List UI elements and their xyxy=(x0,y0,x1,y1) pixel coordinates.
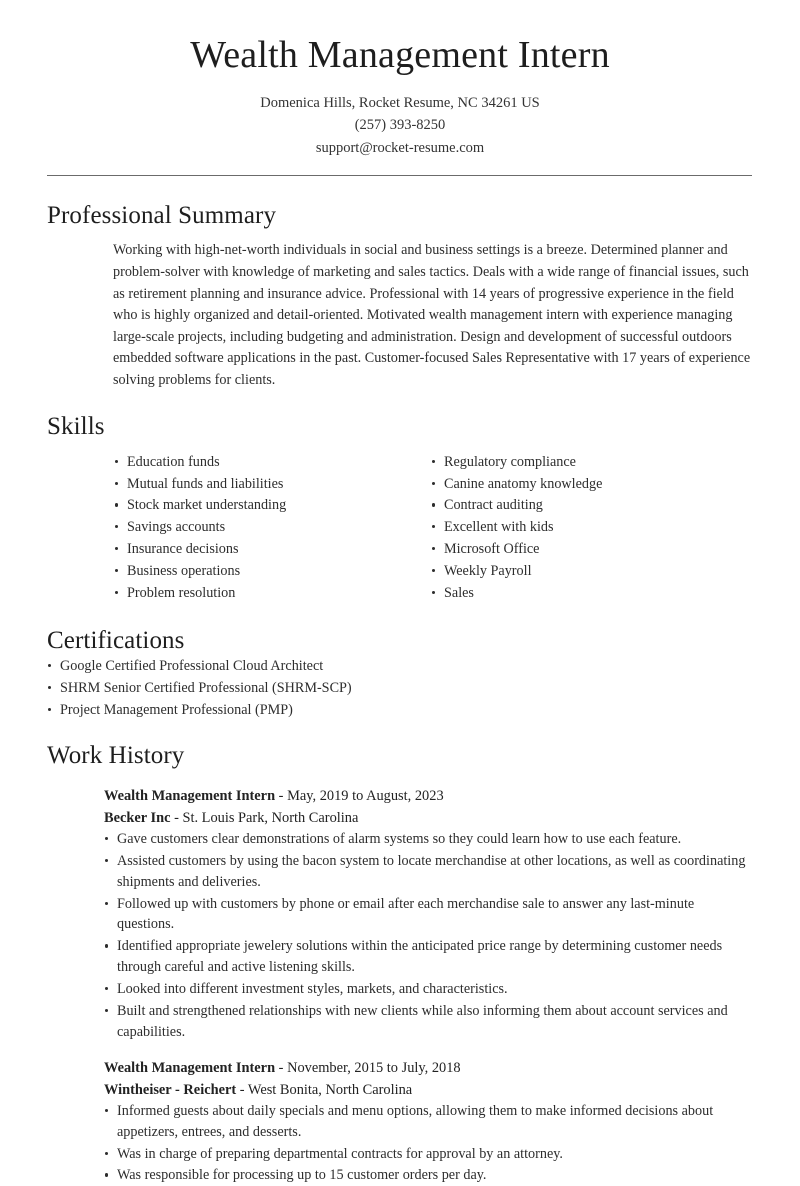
page-title: Wealth Management Intern xyxy=(190,34,610,76)
job-company: Becker Inc xyxy=(104,809,171,826)
skills-list-right xyxy=(431,452,602,604)
job-title: Wealth Management Intern xyxy=(104,787,276,804)
list-item: Looked into different investment styles, markets, and characteristics. xyxy=(104,979,752,1000)
list-item: Education funds xyxy=(114,452,431,473)
list-item: Informed guests about daily specials and menu options, allowing them to make informed decisions about appetizers, entrees, and desserts. xyxy=(104,1101,752,1143)
list-item: Canine anatomy knowledge xyxy=(431,474,602,495)
contact-address: Domenica Hills, Rocket Resume, NC 34261 US xyxy=(260,94,540,111)
job-title: Wealth Management Intern xyxy=(104,1059,276,1076)
list-item: Was in charge of preparing departmental contracts for approval by an attorney. xyxy=(104,1144,752,1165)
list-item: Regulatory compliance xyxy=(431,452,602,473)
list-item: Savings accounts xyxy=(114,517,431,538)
list-item: Project Management Professional (PMP) xyxy=(47,700,752,721)
job-bullets-list xyxy=(104,1101,752,1186)
list-item: Weekly Payroll xyxy=(431,561,602,582)
section-heading-work-history: Work History xyxy=(47,741,185,769)
list-item: SHRM Senior Certified Professional (SHRM-SCP) xyxy=(47,678,752,699)
job-dates: - November, 2015 to July, 2018 xyxy=(275,1059,461,1076)
list-item: Sales xyxy=(431,583,602,604)
section-professional-summary xyxy=(0,200,800,391)
list-item: Contract auditing xyxy=(431,495,602,516)
section-certifications xyxy=(0,625,800,721)
work-history-entry xyxy=(47,785,752,1043)
job-company-line xyxy=(104,1079,752,1101)
list-item: Assisted customers by using the bacon system to locate merchandise at other locations, as well as coordinating shipments and deliveries. xyxy=(104,851,752,893)
list-item: Excellent with kids xyxy=(431,517,602,538)
contact-phone: (257) 393-8250 xyxy=(354,117,446,134)
job-company-line xyxy=(104,807,752,829)
skills-grid xyxy=(47,452,752,605)
section-heading-skills: Skills xyxy=(47,413,105,441)
header-divider xyxy=(47,175,752,176)
section-heading-certifications: Certifications xyxy=(47,626,185,654)
list-item: Google Certified Professional Cloud Architect xyxy=(47,656,752,677)
job-title-line xyxy=(104,1057,752,1079)
job-bullets-list xyxy=(104,829,752,1043)
list-item: Was responsible for processing up to 15 customer orders per day. xyxy=(104,1165,752,1186)
section-skills xyxy=(0,411,800,604)
contact-block xyxy=(0,92,800,159)
job-dates: - May, 2019 to August, 2023 xyxy=(275,787,444,804)
skills-list-left xyxy=(114,452,431,604)
job-location: - West Bonita, North Carolina xyxy=(236,1081,413,1098)
list-item: Gave customers clear demonstrations of alarm systems so they could learn how to use each feature. xyxy=(104,829,752,850)
job-title-line xyxy=(104,785,752,807)
list-item: Identified appropriate jewelery solutions within the anticipated price range by determining customer needs through careful and active listening skills. xyxy=(104,936,752,978)
list-item: Insurance decisions xyxy=(114,539,431,560)
list-item: Stock market understanding xyxy=(114,495,431,516)
skills-column-right xyxy=(431,452,602,605)
contact-email: support@rocket-resume.com xyxy=(315,139,485,156)
list-item: Microsoft Office xyxy=(431,539,602,560)
job-company: Wintheiser - Reichert xyxy=(104,1081,237,1098)
certifications-list xyxy=(47,656,752,721)
list-item: Business operations xyxy=(114,561,431,582)
section-work-history xyxy=(0,740,800,1186)
resume-header xyxy=(0,0,800,159)
section-heading-summary: Professional Summary xyxy=(47,202,277,230)
summary-text: Working with high-net-worth individuals in social and business settings is a breeze. Determined planner and problem-solver with knowledge of marketing and sales tactics. Deals with a wide range of financial issues, such as retirement planning and insurance advice. Professional with 14 years of progressive experience in the field who is highly organized and detail-oriented. Motivated wealth management intern with experience managing large-scale projects, including budgeting and administration. Design and development of successful outdoors embedded software applications in the past. Customer-focused Sales Representative with 17 years of experience solving problems for clients. xyxy=(113,242,751,388)
list-item: Mutual funds and liabilities xyxy=(114,474,431,495)
skills-column-left xyxy=(114,452,431,605)
job-location: - St. Louis Park, North Carolina xyxy=(170,809,359,826)
work-history-entry xyxy=(47,1057,752,1186)
list-item: Problem resolution xyxy=(114,583,431,604)
list-item: Followed up with customers by phone or email after each merchandise sale to answer any last-minute questions. xyxy=(104,894,752,936)
list-item: Built and strengthened relationships with new clients while also informing them about account services and capabilities. xyxy=(104,1001,752,1043)
